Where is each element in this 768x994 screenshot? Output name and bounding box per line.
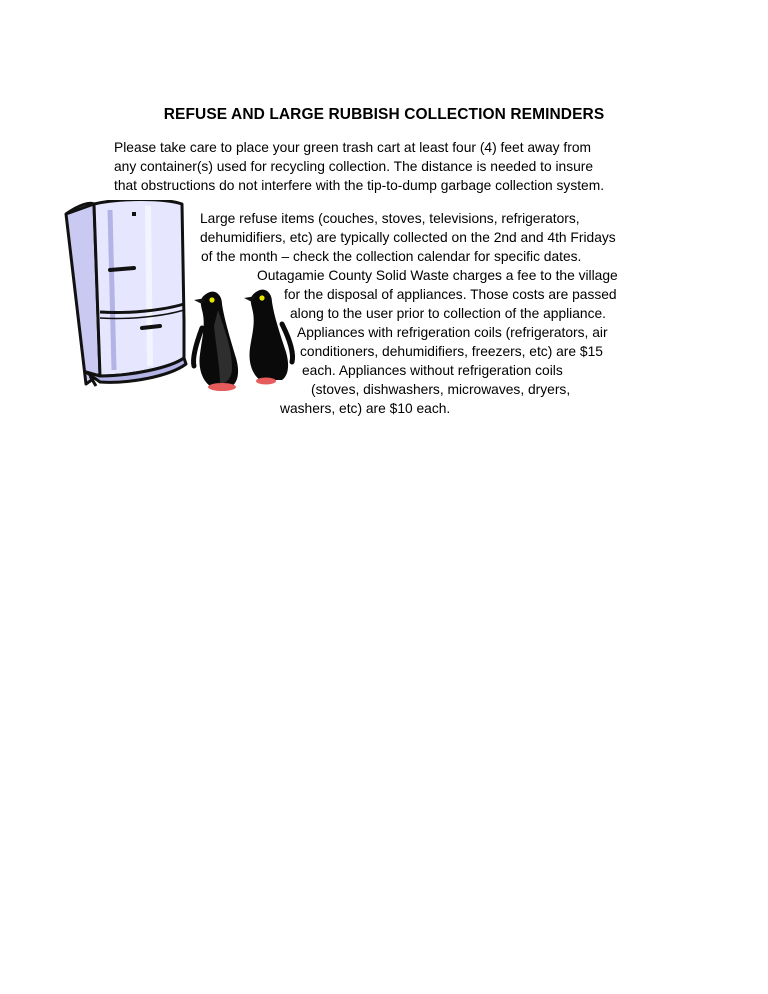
intro-paragraph (114, 138, 674, 195)
body-line: along to the user prior to collection of the appliance. (290, 306, 606, 321)
body-line: Outagamie County Solid Waste charges a fee to the village (257, 268, 618, 283)
penguin-icon (193, 292, 238, 391)
body-line: of the month – check the collection calendar for specific dates. (201, 249, 582, 264)
page-title: REFUSE AND LARGE RUBBISH COLLECTION REMINDERS (163, 106, 605, 123)
body-line: washers, etc) are $10 each. (280, 401, 451, 416)
refrigerator-icon (66, 200, 186, 386)
body-line: Large refuse items (couches, stoves, televisions, refrigerators, (200, 211, 580, 226)
intro-line: any container(s) used for recycling collection. The distance is needed to insure (114, 159, 594, 174)
intro-line: that obstructions do not interfere with the tip-to-dump garbage collection system. (114, 178, 605, 193)
body-line: conditioners, dehumidifiers, freezers, etc) are $15 (300, 344, 603, 359)
body-line: for the disposal of appliances. Those costs are passed (284, 287, 617, 302)
body-line: dehumidifiers, etc) are typically collected on the 2nd and 4th Fridays (200, 230, 616, 245)
intro-line: Please take care to place your green trash cart at least four (4) feet away from (114, 140, 591, 155)
body-line: (stoves, dishwashers, microwaves, dryers, (311, 382, 571, 397)
body-line: each. Appliances without refrigeration coils (302, 363, 563, 378)
body-line: Appliances with refrigeration coils (refrigerators, air (297, 325, 608, 340)
